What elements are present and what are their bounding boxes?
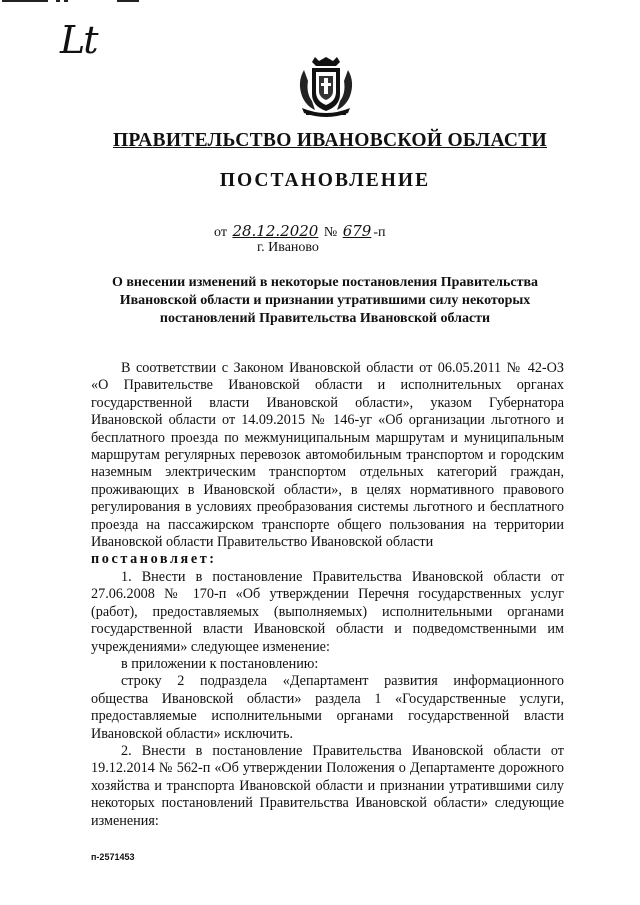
preamble-paragraph: В соответствии с Законом Ивановской области от 06.05.2011 № 42-ОЗ «О Правительстве Ивановской области и исполнительных органах государственной власти Ивановской области», указом Губернатора Ивановской области от 14.09.2015 № 146-уг «Об организации льготного и бесплатного проезда по межмуниципальным маршрутам и муниципальным маршрутам регулярных перевозок автомобильным транспортом и городским наземным электрическим транспортом отдельных категорий граждан, проживающих в Ивановской области», в целях нормативного правового регулирования в условиях преобразования системы льготного и бесплатного проезда на пассажирском транспорте общего пользования на территории Ивановской области Правительство Ивановской области	[91, 360, 564, 551]
item-1-sub-paragraph: в приложении к постановлению:	[121, 655, 319, 672]
handwritten-date: 28.12.2020	[232, 222, 319, 240]
handwritten-number: 679	[342, 222, 372, 240]
item-2-paragraph: 2. Внести в постановление Правительства Ивановской области от 19.12.2014 № 562-п «Об утверждении Положения о Департаменте дорожного хозяйства и транспорта Ивановской области и признании утратившими силу некоторых постановлений Правительства Ивановской области» следующие изменения:	[91, 742, 564, 829]
coat-of-arms-emblem	[296, 56, 356, 118]
city-name: г. Иваново	[257, 240, 319, 255]
footer-document-code: п-2571453	[91, 852, 135, 862]
number-sign: №	[323, 225, 338, 240]
handwritten-mark: Lt	[60, 18, 97, 62]
date-number-line	[214, 222, 474, 241]
document-body	[91, 360, 564, 830]
date-prefix: от	[214, 225, 227, 240]
document-type: ПОСТАНОВЛЕНИЕ	[219, 170, 431, 191]
item-1-sub2-paragraph: строку 2 подраздела «Департамент развития информационного общества Ивановской области» раздела 1 «Государственные услуги, предоставляемые исполнительными органами государственной власти Ивановской области» исключить.	[91, 673, 564, 742]
organization-title: ПРАВИТЕЛЬСТВО ИВАНОВСКОЙ ОБЛАСТИ	[112, 130, 548, 151]
decree-word: постановляет:	[91, 551, 217, 568]
document-subject: О внесении изменений в некоторые постановления Правительства Ивановской области и признании утратившими силу некоторых постановлений Правительства Ивановской области	[111, 275, 539, 326]
decree-word-paragraph	[91, 551, 564, 568]
number-suffix: -п	[373, 225, 386, 240]
scan-edge-marks	[2, 0, 142, 3]
item-1-paragraph: 1. Внести в постановление Правительства Ивановской области от 27.06.2008 № 170-п «Об утверждении Перечня государственных услуг (работ), предоставляемых (выполняемых) исполнительными органами государственной власти Ивановской области и подведомственными им учреждениями» следующее изменение:	[91, 568, 564, 655]
